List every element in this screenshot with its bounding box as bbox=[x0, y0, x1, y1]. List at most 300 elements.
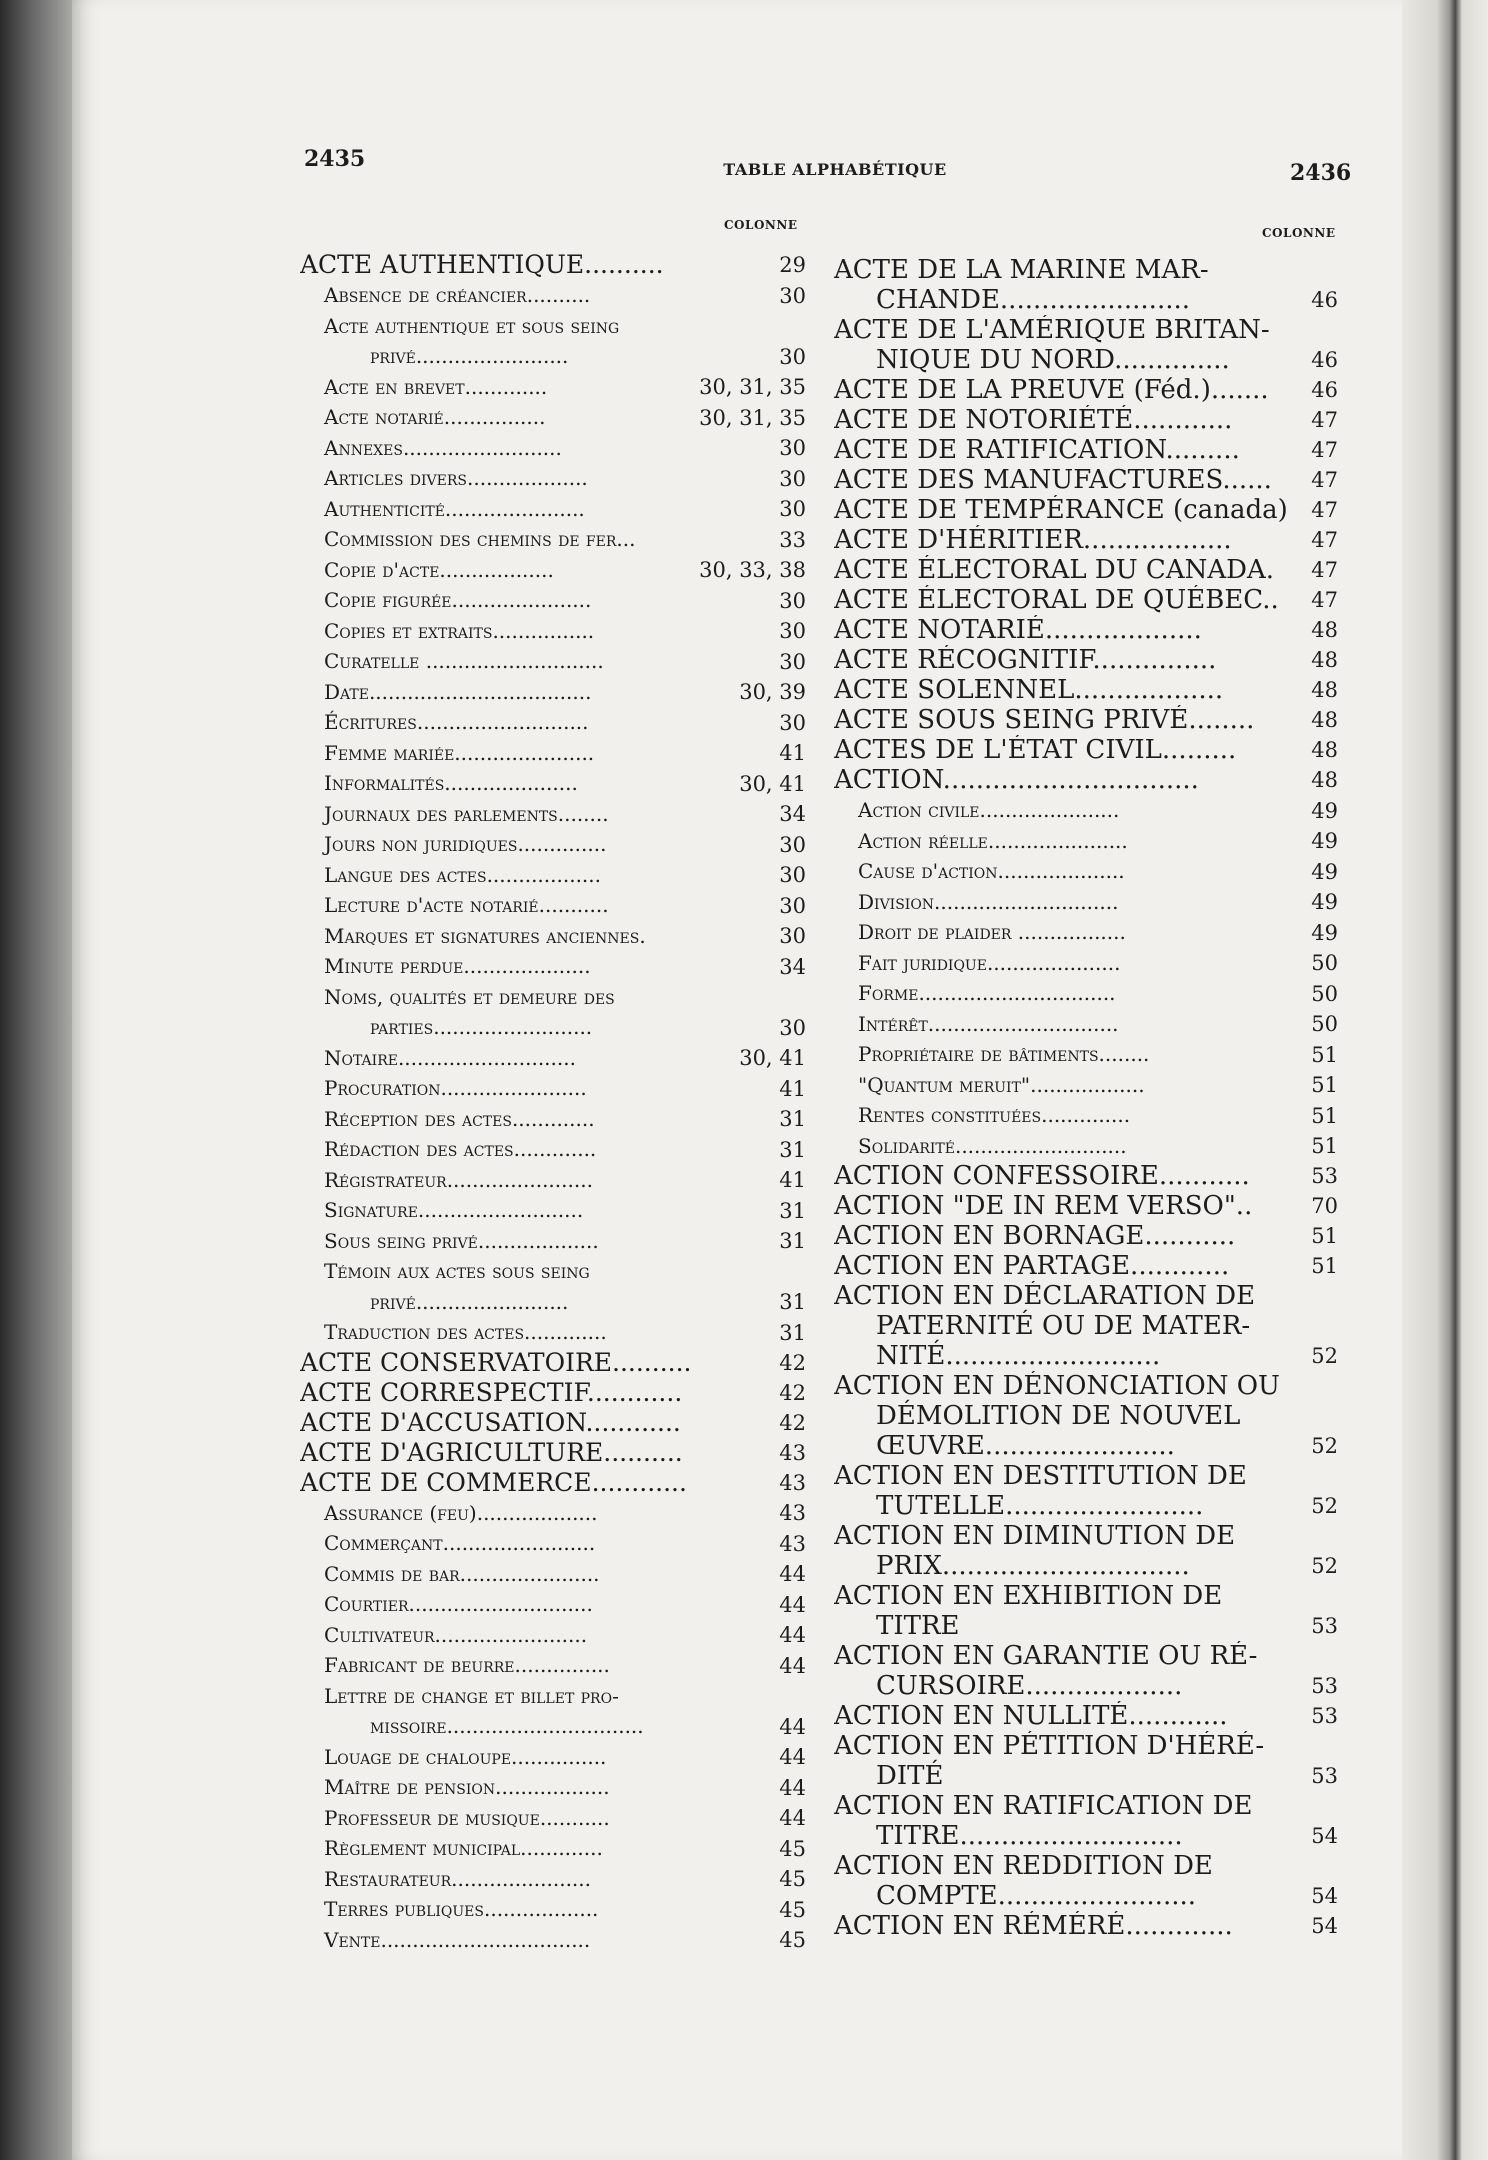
entry-label: ACTE RÉCOGNITIF............... bbox=[834, 645, 1217, 675]
index-heading bbox=[834, 1461, 1338, 1521]
entry-label-line: privé........................ bbox=[370, 344, 569, 368]
entry-label: Copie d'acte.................. bbox=[324, 557, 554, 582]
column-reference: 29 bbox=[779, 253, 806, 277]
entry-label: Copies et extraits................ bbox=[324, 618, 595, 643]
index-heading bbox=[300, 250, 806, 280]
index-subentry bbox=[300, 433, 806, 464]
index-subentry bbox=[300, 1650, 806, 1681]
entry-label: Langue des actes.................. bbox=[324, 862, 601, 887]
column-reference: 49 bbox=[1311, 920, 1338, 945]
entry-label bbox=[834, 1521, 1338, 1581]
index-heading bbox=[834, 1371, 1338, 1461]
entry-label bbox=[834, 1281, 1338, 1371]
entry-label: Lecture d'acte notarié........... bbox=[324, 893, 609, 917]
column-reference: 48 bbox=[1311, 708, 1338, 732]
column-reference: 53 bbox=[1311, 1614, 1338, 1638]
left-page-number: 2435 bbox=[304, 146, 366, 172]
column-reference: 49 bbox=[1311, 829, 1338, 853]
column-reference: 30 bbox=[779, 832, 806, 857]
entry-label: Articles divers................... bbox=[324, 466, 588, 490]
column-reference: 52 bbox=[1311, 1434, 1338, 1458]
column-reference: 47 bbox=[1311, 498, 1338, 522]
column-reference: 54 bbox=[1311, 1914, 1338, 1938]
column-reference: 43 bbox=[779, 1440, 806, 1465]
index-heading bbox=[300, 1408, 806, 1438]
entry-label bbox=[300, 311, 806, 372]
column-reference: 54 bbox=[1311, 1884, 1338, 1908]
column-reference: 49 bbox=[1311, 890, 1338, 914]
index-heading bbox=[834, 585, 1338, 615]
entry-label: ACTE ÉLECTORAL DU CANADA. bbox=[834, 555, 1275, 585]
column-reference: 48 bbox=[1311, 618, 1338, 642]
entry-label: ACTE DE NOTORIÉTÉ............ bbox=[834, 405, 1233, 435]
entry-label: Rentes constituées.............. bbox=[858, 1103, 1131, 1127]
index-subentry bbox=[300, 1317, 806, 1348]
entry-label: Date................................... bbox=[324, 679, 592, 704]
entry-label: Louage de chaloupe............... bbox=[324, 1744, 607, 1769]
column-reference: 45 bbox=[779, 1867, 806, 1891]
entry-label bbox=[834, 1731, 1338, 1791]
entry-label: Rédaction des actes............. bbox=[324, 1137, 597, 1161]
entry-label: ACTION............................... bbox=[834, 765, 1199, 795]
column-reference: 44 bbox=[779, 1623, 806, 1647]
column-label-right: COLONNE bbox=[1262, 226, 1336, 240]
entry-label-line: NITÉ.......................... bbox=[876, 1341, 1161, 1371]
entry-label: Solidarité........................... bbox=[858, 1133, 1127, 1158]
index-subentry bbox=[300, 738, 806, 769]
column-reference: 33 bbox=[779, 527, 806, 552]
index-heading bbox=[834, 1701, 1338, 1731]
column-reference: 50 bbox=[1311, 951, 1338, 975]
index-subentry bbox=[300, 585, 806, 616]
column-reference: 34 bbox=[779, 802, 806, 826]
entry-label: Curatelle ............................ bbox=[324, 649, 604, 673]
index-subentry bbox=[300, 494, 806, 525]
index-subentry bbox=[300, 1256, 806, 1317]
index-subentry bbox=[300, 1165, 806, 1196]
entry-label-line: ACTION EN DIMINUTION DE bbox=[834, 1521, 1236, 1551]
entry-label-line: ACTE DE L'AMÉRIQUE BRITAN- bbox=[834, 315, 1270, 345]
index-subentry bbox=[834, 1070, 1338, 1101]
index-subentry bbox=[300, 1589, 806, 1620]
index-subentry bbox=[300, 1073, 806, 1104]
entry-label-line: privé........................ bbox=[370, 1289, 569, 1314]
column-reference: 46 bbox=[1311, 288, 1338, 312]
index-heading bbox=[834, 525, 1338, 555]
entry-label: ACTE NOTARIÉ................... bbox=[834, 615, 1202, 645]
entry-label: Commission des chemins de fer... bbox=[324, 527, 636, 551]
entry-label: ACTE AUTHENTIQUE.......... bbox=[300, 250, 664, 279]
entry-label: ACTE DES MANUFACTURES...... bbox=[834, 465, 1272, 495]
entry-label bbox=[300, 982, 806, 1043]
index-heading bbox=[834, 1641, 1338, 1701]
entry-label: ACTION EN BORNAGE........... bbox=[834, 1221, 1236, 1251]
index-subentry bbox=[834, 826, 1338, 857]
entry-label: ACTION EN RÉMÉRÉ............. bbox=[834, 1911, 1233, 1941]
index-subentry bbox=[834, 795, 1338, 826]
index-subentry bbox=[834, 1009, 1338, 1040]
index-heading bbox=[834, 405, 1338, 435]
column-reference: 30, 39 bbox=[739, 680, 806, 704]
index-subentry bbox=[300, 1833, 806, 1864]
entry-label-line: ACTION EN PÉTITION D'HÉRÉ- bbox=[834, 1731, 1265, 1761]
index-heading bbox=[834, 555, 1338, 585]
entry-label-line: parties......................... bbox=[370, 1015, 593, 1039]
column-reference: 31 bbox=[779, 1290, 806, 1314]
column-reference: 47 bbox=[1311, 528, 1338, 552]
column-reference: 43 bbox=[779, 1501, 806, 1525]
column-reference: 30 bbox=[779, 924, 806, 948]
entry-label: ACTE DE RATIFICATION......... bbox=[834, 435, 1240, 465]
entry-label: Restaurateur...................... bbox=[324, 1866, 591, 1891]
index-subentry bbox=[300, 524, 806, 555]
index-subentry bbox=[834, 1131, 1338, 1162]
column-reference: 47 bbox=[1311, 408, 1338, 432]
entry-label bbox=[834, 1461, 1338, 1521]
column-reference: 41 bbox=[779, 741, 806, 765]
entry-label: Intérêt.............................. bbox=[858, 1011, 1119, 1036]
index-subentry bbox=[834, 978, 1338, 1009]
column-reference: 30 bbox=[779, 863, 806, 887]
entry-label-line: ACTION EN DÉNONCIATION OU bbox=[834, 1371, 1280, 1401]
column-reference: 43 bbox=[779, 1470, 806, 1495]
entry-label: Marques et signatures anciennes. bbox=[324, 923, 646, 948]
entry-label: Action civile...................... bbox=[858, 798, 1120, 822]
entry-label: Femme mariée...................... bbox=[324, 740, 595, 765]
entry-label-line: Lettre de change et billet pro- bbox=[324, 1683, 619, 1708]
column-reference: 49 bbox=[1311, 798, 1338, 823]
book-spine-edge bbox=[0, 0, 72, 2160]
entry-label: ACTE SOLENNEL.................. bbox=[834, 675, 1224, 705]
index-subentry bbox=[300, 1864, 806, 1895]
column-reference: 42 bbox=[779, 1380, 806, 1405]
entry-label-line: NIQUE DU NORD.............. bbox=[876, 345, 1230, 375]
column-reference: 54 bbox=[1311, 1824, 1338, 1848]
index-subentry bbox=[300, 1894, 806, 1925]
entry-label: Courtier............................. bbox=[324, 1592, 593, 1616]
entry-label: Absence de créancier.......... bbox=[324, 283, 591, 307]
index-heading bbox=[300, 1348, 806, 1378]
index-subentry bbox=[300, 646, 806, 677]
column-reference: 44 bbox=[779, 1745, 806, 1769]
entry-label-line: CHANDE....................... bbox=[876, 285, 1191, 315]
column-reference: 30 bbox=[779, 710, 806, 735]
entry-label-line: ACTION EN REDDITION DE bbox=[834, 1851, 1213, 1881]
index-subentry bbox=[834, 1039, 1338, 1070]
index-subentry bbox=[834, 856, 1338, 887]
entry-label: Régistrateur....................... bbox=[324, 1167, 593, 1192]
index-subentry bbox=[300, 1772, 806, 1803]
entry-label: Fait juridique..................... bbox=[858, 950, 1121, 975]
column-reference: 30 bbox=[779, 619, 806, 643]
index-heading bbox=[834, 375, 1338, 405]
entry-label: ACTION CONFESSOIRE........... bbox=[834, 1161, 1250, 1191]
entry-label: Cultivateur........................ bbox=[324, 1622, 588, 1647]
index-subentry bbox=[300, 951, 806, 982]
index-subentry bbox=[300, 1925, 806, 1956]
index-subentry bbox=[300, 1620, 806, 1651]
entry-label: Notaire............................ bbox=[324, 1045, 576, 1070]
column-reference: 47 bbox=[1311, 468, 1338, 492]
column-reference: 30, 31, 35 bbox=[699, 405, 806, 430]
entry-label: Sous seing privé................... bbox=[324, 1228, 599, 1253]
index-heading bbox=[834, 1281, 1338, 1371]
entry-label: ACTE DE LA PREUVE (Féd.)....... bbox=[834, 375, 1269, 405]
entry-label: Acte notarié................ bbox=[324, 405, 546, 429]
column-reference: 30 bbox=[779, 436, 806, 460]
index-subentry bbox=[300, 707, 806, 738]
entry-label: ACTE DE TEMPÉRANCE (canada) bbox=[834, 495, 1288, 525]
entry-label: Écritures........................... bbox=[324, 710, 589, 734]
index-subentry bbox=[300, 829, 806, 860]
entry-label: ACTE D'HÉRITIER.................. bbox=[834, 525, 1232, 555]
entry-label-line: missoire............................... bbox=[370, 1714, 644, 1738]
index-subentry bbox=[300, 1742, 806, 1773]
entry-label: Journaux des parlements........ bbox=[324, 801, 609, 826]
entry-label bbox=[300, 1256, 806, 1317]
index-heading bbox=[834, 1731, 1338, 1791]
entry-label-line: TITRE........................... bbox=[876, 1821, 1183, 1851]
column-reference: 48 bbox=[1311, 768, 1338, 792]
entry-label: Traduction des actes............. bbox=[324, 1320, 607, 1344]
column-reference: 49 bbox=[1311, 859, 1338, 884]
index-heading bbox=[834, 495, 1338, 525]
column-reference: 30, 31, 35 bbox=[699, 375, 806, 399]
column-reference: 44 bbox=[779, 1714, 806, 1739]
entry-label: Réception des actes............. bbox=[324, 1106, 595, 1131]
column-reference: 46 bbox=[1311, 378, 1338, 402]
index-heading bbox=[834, 1521, 1338, 1581]
entry-label: Commerçant........................ bbox=[324, 1531, 596, 1555]
entry-label-line: Noms, qualités et demeure des bbox=[324, 984, 615, 1009]
index-heading bbox=[834, 1191, 1338, 1221]
entry-label: Forme............................... bbox=[858, 981, 1116, 1005]
entry-label: Copie figurée...................... bbox=[324, 588, 592, 612]
entry-label: Acte en brevet............. bbox=[324, 374, 548, 399]
entry-label: Informalités..................... bbox=[324, 771, 578, 795]
entry-label: Cause d'action.................... bbox=[858, 859, 1125, 883]
entry-label: ACTE SOUS SEING PRIVÉ........ bbox=[834, 705, 1255, 735]
index-subentry bbox=[300, 616, 806, 647]
column-reference: 52 bbox=[1311, 1554, 1338, 1578]
index-subentry bbox=[834, 887, 1338, 918]
entry-label-line: DÉMOLITION DE NOUVEL bbox=[876, 1401, 1241, 1431]
index-heading bbox=[834, 315, 1338, 375]
entry-label: Maître de pension.................. bbox=[324, 1775, 610, 1799]
entry-label: ACTION EN PARTAGE............ bbox=[834, 1251, 1230, 1281]
entry-label: ACTE CONSERVATOIRE.......... bbox=[300, 1347, 692, 1377]
column-reference: 45 bbox=[779, 1897, 806, 1922]
index-subentry bbox=[300, 921, 806, 952]
column-reference: 51 bbox=[1311, 1224, 1338, 1248]
index-subentry bbox=[300, 402, 806, 433]
index-heading bbox=[834, 1851, 1338, 1911]
index-heading bbox=[834, 255, 1338, 315]
index-heading bbox=[834, 435, 1338, 465]
entry-label: ACTE ÉLECTORAL DE QUÉBEC.. bbox=[834, 585, 1279, 615]
entry-label-line: Acte authentique et sous seing bbox=[324, 313, 620, 338]
entry-label: Procuration....................... bbox=[324, 1076, 587, 1100]
column-reference: 43 bbox=[779, 1531, 806, 1556]
entry-label: Authenticité...................... bbox=[324, 496, 585, 521]
index-heading bbox=[834, 465, 1338, 495]
column-reference: 30 bbox=[779, 283, 806, 308]
index-subentry bbox=[300, 1528, 806, 1559]
column-reference: 42 bbox=[779, 1350, 806, 1375]
entry-label bbox=[834, 315, 1338, 375]
index-heading bbox=[834, 1161, 1338, 1191]
index-heading bbox=[834, 765, 1338, 795]
column-reference: 41 bbox=[779, 1168, 806, 1192]
column-reference: 31 bbox=[779, 1320, 806, 1345]
column-reference: 30 bbox=[779, 649, 806, 674]
column-reference: 41 bbox=[779, 1076, 806, 1101]
column-reference: 30 bbox=[779, 344, 806, 369]
column-reference: 30 bbox=[779, 588, 806, 613]
column-reference: 53 bbox=[1311, 1704, 1338, 1728]
entry-label-line: ACTE DE LA MARINE MAR- bbox=[834, 255, 1209, 285]
index-subentry bbox=[300, 1803, 806, 1834]
entry-label: ACTE D'ACCUSATION............ bbox=[300, 1407, 681, 1437]
column-label-left: COLONNE bbox=[724, 218, 798, 232]
index-subentry bbox=[300, 677, 806, 708]
entry-label-line: ACTION EN RATIFICATION DE bbox=[834, 1791, 1253, 1821]
index-subentry bbox=[300, 311, 806, 372]
column-reference: 53 bbox=[1311, 1764, 1338, 1788]
column-reference: 48 bbox=[1311, 738, 1338, 762]
column-reference: 30 bbox=[779, 466, 806, 491]
entry-label: Fabricant de beurre............... bbox=[324, 1653, 610, 1677]
entry-label: Vente................................. bbox=[324, 1927, 591, 1952]
column-reference: 30, 41 bbox=[739, 1046, 806, 1070]
column-reference: 47 bbox=[1311, 438, 1338, 462]
entry-label: Terres publiques.................. bbox=[324, 1897, 599, 1921]
entry-label bbox=[300, 1681, 806, 1742]
index-heading bbox=[834, 615, 1338, 645]
column-reference: 53 bbox=[1311, 1674, 1338, 1698]
entry-label-line: ACTION EN DESTITUTION DE bbox=[834, 1461, 1247, 1491]
entry-label bbox=[834, 1641, 1338, 1701]
entry-label bbox=[834, 255, 1338, 315]
right-index-column bbox=[834, 255, 1338, 1941]
entry-label: Action réelle...................... bbox=[858, 828, 1128, 853]
index-heading bbox=[834, 735, 1338, 765]
index-subentry bbox=[834, 1100, 1338, 1131]
index-subentry bbox=[300, 982, 806, 1043]
entry-label: Règlement municipal............. bbox=[324, 1836, 603, 1860]
entry-label-line: ACTION EN GARANTIE OU RÉ- bbox=[834, 1641, 1258, 1671]
column-reference: 52 bbox=[1311, 1344, 1338, 1368]
entry-label: ACTE D'AGRICULTURE.......... bbox=[300, 1437, 683, 1467]
index-heading bbox=[834, 1221, 1338, 1251]
column-reference: 51 bbox=[1311, 1134, 1338, 1158]
index-subentry bbox=[300, 372, 806, 403]
column-reference: 50 bbox=[1311, 1012, 1338, 1036]
entry-label: "Quantum meruit".................. bbox=[858, 1072, 1145, 1097]
entry-label: ACTE CORRESPECTIF............ bbox=[300, 1377, 683, 1407]
column-reference: 47 bbox=[1311, 588, 1338, 612]
left-index-column bbox=[300, 250, 806, 1955]
entry-label-line: PRIX.............................. bbox=[876, 1551, 1190, 1581]
column-reference: 51 bbox=[1311, 1103, 1338, 1128]
index-subentry bbox=[300, 1195, 806, 1226]
column-reference: 31 bbox=[779, 1137, 806, 1162]
entry-label-line: TITRE bbox=[876, 1611, 960, 1641]
entry-label: Signature.......................... bbox=[324, 1198, 584, 1222]
column-reference: 47 bbox=[1311, 558, 1338, 582]
column-reference: 30, 33, 38 bbox=[699, 558, 806, 582]
entry-label bbox=[834, 1371, 1338, 1461]
index-subentry bbox=[300, 890, 806, 921]
entry-label: Division............................. bbox=[858, 889, 1119, 914]
column-reference: 44 bbox=[779, 1592, 806, 1617]
index-heading bbox=[834, 1791, 1338, 1851]
column-reference: 46 bbox=[1311, 348, 1338, 372]
column-reference: 51 bbox=[1311, 1254, 1338, 1278]
index-heading bbox=[300, 1468, 806, 1498]
column-reference: 34 bbox=[779, 954, 806, 979]
entry-label-line: TUTELLE........................ bbox=[876, 1491, 1204, 1521]
entry-label-line: PATERNITÉ OU DE MATER- bbox=[876, 1311, 1251, 1341]
index-subentry bbox=[300, 860, 806, 891]
column-reference: 45 bbox=[779, 1928, 806, 1952]
page-gutter bbox=[1402, 0, 1488, 2160]
index-subentry bbox=[300, 1104, 806, 1135]
entry-label: ACTES DE L'ÉTAT CIVIL......... bbox=[834, 735, 1237, 765]
column-reference: 30, 41 bbox=[739, 771, 806, 796]
column-reference: 48 bbox=[1311, 678, 1338, 702]
index-subentry bbox=[300, 463, 806, 494]
entry-label-line: ŒUVRE....................... bbox=[876, 1431, 1175, 1461]
entry-label-line: DITÉ bbox=[876, 1761, 944, 1791]
entry-label: Commis de bar...................... bbox=[324, 1561, 600, 1586]
entry-label: ACTE DE COMMERCE............ bbox=[300, 1467, 687, 1497]
column-reference: 31 bbox=[779, 1198, 806, 1223]
column-reference: 51 bbox=[1311, 1073, 1338, 1097]
entry-label: Droit de plaider ................. bbox=[858, 920, 1126, 944]
column-reference: 31 bbox=[779, 1107, 806, 1131]
column-reference: 70 bbox=[1311, 1194, 1338, 1218]
entry-label: ACTION EN NULLITÉ............ bbox=[834, 1701, 1228, 1731]
column-reference: 52 bbox=[1311, 1494, 1338, 1518]
index-heading bbox=[300, 1438, 806, 1468]
entry-label: Propriétaire de bâtiments........ bbox=[858, 1042, 1150, 1066]
index-subentry bbox=[300, 280, 806, 311]
index-subentry bbox=[300, 1226, 806, 1257]
entry-label bbox=[834, 1581, 1338, 1641]
column-reference: 45 bbox=[779, 1836, 806, 1861]
index-subentry bbox=[834, 948, 1338, 979]
index-subentry bbox=[300, 555, 806, 586]
column-reference: 30 bbox=[779, 1015, 806, 1040]
column-reference: 44 bbox=[779, 1562, 806, 1586]
column-reference: 42 bbox=[779, 1410, 806, 1435]
column-reference: 53 bbox=[1311, 1164, 1338, 1188]
index-subentry bbox=[300, 799, 806, 830]
index-subentry bbox=[300, 1498, 806, 1529]
entry-label: Professeur de musique........... bbox=[324, 1805, 610, 1830]
index-heading bbox=[834, 705, 1338, 735]
entry-label-line: ACTION EN EXHIBITION DE bbox=[834, 1581, 1223, 1611]
entry-label: Annexes......................... bbox=[324, 435, 562, 460]
index-subentry bbox=[300, 1559, 806, 1590]
column-reference: 44 bbox=[779, 1775, 806, 1800]
right-page-number: 2436 bbox=[1290, 160, 1352, 186]
column-reference: 30 bbox=[779, 893, 806, 918]
index-subentry bbox=[300, 1681, 806, 1742]
page-title: TABLE ALPHABÉTIQUE bbox=[723, 160, 947, 179]
column-reference: 51 bbox=[1311, 1042, 1338, 1067]
